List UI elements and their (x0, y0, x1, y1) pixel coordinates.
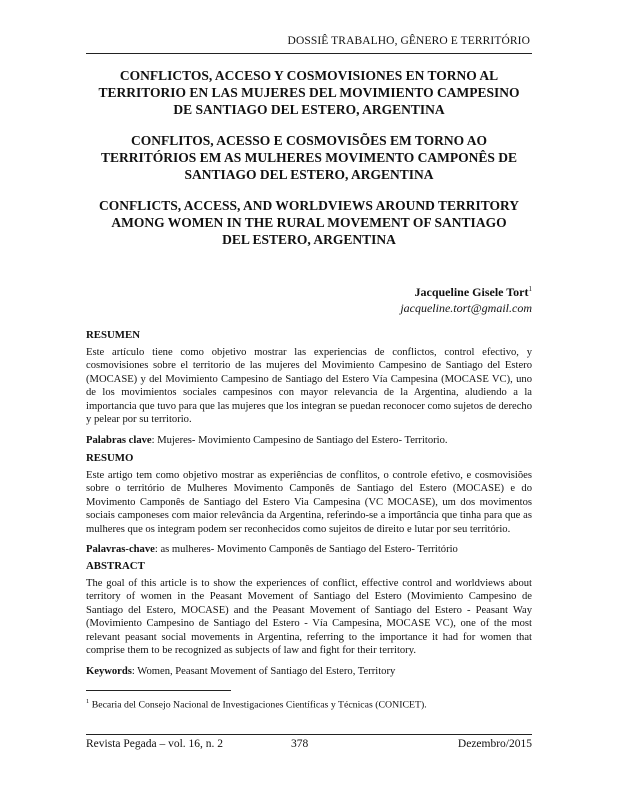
keywords-text: : Mujeres- Movimiento Campesino de Santiago del Estero- Territorio. (151, 434, 448, 446)
abstract-keywords (86, 665, 532, 679)
title-portuguese (86, 132, 532, 183)
resumo-body: Este artigo tem como objetivo mostrar as experiências de conflitos, o controle efetivo, e cosmovisiões sobre o território de Mulheres Movimento Camponês de Santiago del Estero (MOCASE) e do Movimento Camponês de Santiago del Estero Via Campesina (VC MOCASE), um dos movimentos sociais camponeses com maior relevância da Argentina, referindo-se a importância que tinha para que as mulheres que os integram podem ser reconhecidos como sujeitos de direito e lutar por seu território. (86, 469, 532, 535)
resumen-keywords (86, 434, 532, 448)
footnote-text: Becaria del Consejo Nacional de Investigaciones Científicas y Técnicas (CONICET). (89, 699, 427, 711)
abstract-body: The goal of this article is to show the experiences of conflict, effective control and worldviews about territory of women in the Peasant Movement of Santiago del Estero (Movimiento Campesino de Santiago del Estero, MOCASE) and the Peasant Movement of Santiago del Estero - Peasant Way (Movimiento Campesino de Santiago del Estero - Vía Campesina, MOCASE VC), one of the most relevant peasant social movements in Argentina, referring to the importance it had for women that comprise them to be recognized as subjects of law and fight for their territory. (86, 577, 532, 656)
footnote-rule (86, 690, 231, 691)
title-line: CONFLICTS, ACCESS, AND WORLDVIEWS AROUND TERRITORY (99, 198, 519, 213)
author-name (400, 281, 532, 300)
keywords-label: Keywords (86, 665, 132, 677)
resumo-keywords (86, 543, 532, 557)
footer-journal: Revista Pegada – vol. 16, n. 2 (86, 738, 224, 750)
title-line: TERRITÓRIOS EM AS MULHERES MOVIMENTO CAMPONÊS DE (100, 150, 518, 165)
abstract-section (86, 560, 532, 678)
title-spanish (86, 67, 532, 118)
title-english (86, 197, 532, 248)
resumo-section (86, 452, 532, 557)
footnote (86, 696, 532, 711)
header-rule (86, 53, 532, 54)
running-head: DOSSIÊ TRABALHO, GÊNERO E TERRITÓRIO (287, 35, 530, 47)
footer-rule (86, 734, 532, 735)
author-name-text: Jacqueline Gisele Tort (414, 285, 529, 299)
author-footnote-mark: 1 (528, 285, 532, 293)
author-email: jacqueline.tort@gmail.com (400, 301, 532, 315)
title-line: AMONG WOMEN IN THE RURAL MOVEMENT OF SANTIAGO (111, 215, 507, 230)
title-area (86, 67, 532, 262)
title-line: DE SANTIAGO DEL ESTERO, ARGENTINA (173, 102, 445, 117)
title-line: TERRITORIO EN LAS MUJERES DEL MOVIMIENTO CAMPESINO (98, 85, 520, 100)
keywords-text: : as mulheres- Movimento Camponês de Santiago del Estero- Território (154, 544, 458, 555)
resumen-heading: RESUMEN (86, 329, 140, 341)
resumo-heading: RESUMO (86, 452, 134, 464)
keywords-text: : Women, Peasant Movement of Santiago del Estero, Territory (131, 665, 396, 677)
footnote-mark: 1 (86, 698, 90, 705)
title-line: CONFLICTOS, ACCESO Y COSMOVISIONES EN TORNO AL (119, 68, 499, 83)
author-block (400, 281, 532, 316)
title-line: SANTIAGO DEL ESTERO, ARGENTINA (184, 167, 434, 182)
footer-page-number: 378 (291, 738, 309, 750)
resumen-section (86, 329, 532, 447)
footer-date: Dezembro/2015 (457, 738, 532, 750)
keywords-label: Palabras clave (86, 434, 152, 446)
title-line: CONFLITOS, ACESSO E COSMOVISÕES EM TORNO AO (131, 133, 487, 148)
keywords-label: Palavras-chave (86, 544, 155, 555)
abstract-heading: ABSTRACT (86, 560, 145, 572)
resumen-body: Este artículo tiene como objetivo mostrar las experiencias de conflictos, control efectivo, y cosmovisiones sobre el territorio de las mujeres del Movimiento Campesino de Santiago del Estero (MOCASE) y del Movimiento Campesino de Santiago del Estero Vía Campesina (MOCASE VC), uno de los movimientos sociales campesinos con mayor relevancia de la Argentina, aludiendo a la importancia que tuvo para que las mujeres que los integran se puedan reconocer como sujetos de derecho y pelear por su territorio. (86, 346, 532, 425)
title-line: DEL ESTERO, ARGENTINA (222, 232, 396, 247)
